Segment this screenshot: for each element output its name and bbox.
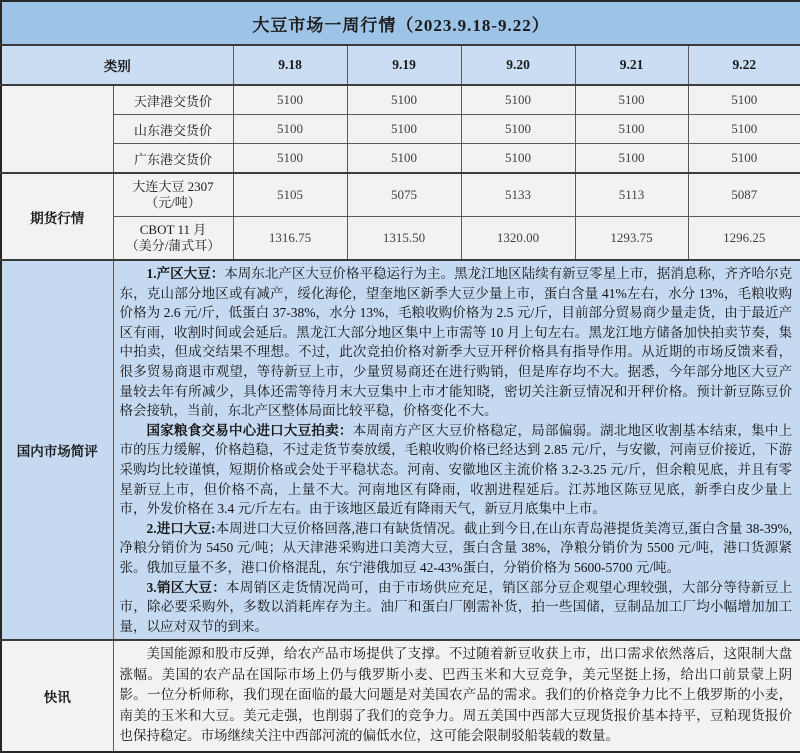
cell-value: 5100 [688,144,800,174]
header-date-2: 9.19 [347,45,461,85]
review-lead-2: 国家粮食交易中心进口大豆拍卖： [146,422,353,438]
cell-value: 5100 [233,85,347,115]
review-paragraph-4 [120,578,793,637]
cell-value: 5100 [575,85,688,115]
cell-value: 5105 [233,173,347,217]
row-label-cbot-line2: （美分/蒲式耳） [125,238,221,253]
cell-value: 1293.75 [575,217,688,261]
header-date-5: 9.22 [688,45,800,85]
review-body-2: 本周南方产区大豆价格稳定，局部偏弱。湖北地区收割基本结束，集中上市的压力缓解，价格趋稳，不过走货节奏放缓，毛粮收购价格已经达到 2.85 元/斤，与安徽，河南豆价接近，下游采购均比较谨慎，短期价格或会处于平稳状态。河南、安徽地区主流价格 3.2-3.25 元/斤，但余粮见底，并且有零星新豆上市，但价格不高，上量不大。河南地区有降雨，收割进程延后。江苏地区陈豆见底，新季白皮少量上市，外发价格在 3.4 元/斤左右。由于该地区最近有降雨天气，新豆月底集中上市。 [119,422,793,517]
cell-value: 5100 [575,144,688,174]
news-paragraph: 美国能源和股市反弹，给农产品市场提供了支撑。不过随着新豆收获上市，出口需求依然落后，这限制大盘涨幅。美国的农产品在国际市场上仍与俄罗斯小麦、巴西玉米和大豆竞争，美元坚挺上扬，给出口前景蒙上阴影。一位分析师称，我们现在面临的最大问题是对美国农产品的需求。我们的价格竞争力比不上俄罗斯的小麦，南美的玉米和大豆。美元走强，也削弱了我们的竞争力。周五美国中西部大豆现货报价基本持平，豆粕现货报价也保持稳定。市场继续关注中西部河流的偏低水位，这可能会限制驳船装载的数量。 [119,646,793,743]
row-label-cbot [113,217,233,261]
review-lead-4: 3.销区大豆： [146,579,227,595]
review-body-3: 本周进口大豆价格回落,港口有缺货情况。截止到今日,在山东青岛港提货美湾豆,蛋白含量 38-39%,净粮分销价为 5450 元/吨；从天津港采购进口美湾大豆，蛋白含量 38%，净粮分销价为 5500 元/吨，港口货源紧张。俄加豆量不多，港口价格混乱，东宁港俄加豆 42-43%蛋白，分销价格为 5600-5700 元/吨。 [119,520,793,575]
cell-value: 5100 [347,144,461,174]
futures-group-cell: 期货行情 [1,173,113,260]
cell-value: 1316.75 [233,217,347,261]
cell-value: 5100 [461,85,575,115]
table-title: 大豆市场一周行情（2023.9.18-9.22） [1,1,800,45]
cell-value: 1315.50 [347,217,461,261]
cell-value: 5087 [688,173,800,217]
review-body-1: 本周东北产区大豆价格平稳运行为主。黑龙江地区陆续有新豆零星上市，据消息称，齐齐哈尔克东，克山部分地区或有减产，绥化海伦，望奎地区新季大豆少量上市，蛋白含量 41%左右，水分 13%，毛粮收购价格为 2.6 元/斤，低蛋白 37-38%，水分 13%，毛粮收购价格为 2.5 元/斤，目前部分贸易商少量走货，由于最近产区有雨，收割时间或会延后。黑龙江大部分地区集中上市需等 10 月上旬左右。黑龙江地方储备加快拍卖节奏，集中拍卖，但成交结果不理想。不过，此次竞拍价格对新季大豆开秤价格具有指导作用。从近期的市场反馈来看，很多贸易商退市观望，等待新豆上市，少量贸易商还在进行购销，但是库存均不大。据悉，今年部分地区大豆产量较去年有所减少，具体还需等待月末大豆集中上市才能知晓，密切关注新豆情况和开秤价格。预计新豆陈豆价格会接轨，当前，东北产区整体局面比较平稳，价格变化不大。 [119,266,793,419]
row-label-dalian-line2: （元/吨） [145,195,201,210]
review-lead-1: 1.产区大豆： [146,266,225,281]
review-lead-3: 2.进口大豆: [146,520,216,536]
cell-value: 1296.25 [688,217,800,261]
cell-value: 5100 [347,85,461,115]
table-row [1,85,800,115]
row-label-tianjin: 天津港交货价 [113,85,233,115]
cell-value: 5100 [461,144,575,174]
row-label-dalian-line1: 大连大豆 2307 [132,179,214,194]
header-category: 类别 [1,45,233,85]
cell-value: 5100 [233,115,347,144]
row-label-shandong: 山东港交货价 [113,115,233,144]
table-row [1,144,800,174]
cell-value: 1320.00 [461,217,575,261]
review-paragraph-3 [120,519,793,578]
table-row [1,115,800,144]
header-date-4: 9.21 [575,45,688,85]
cell-value: 5100 [461,115,575,144]
review-paragraph-2 [120,421,793,519]
cell-value: 5075 [347,173,461,217]
cell-value: 5100 [575,115,688,144]
review-text-area [113,260,800,640]
cell-value: 5100 [233,144,347,174]
row-label-dalian [113,173,233,217]
news-text-area [113,640,800,752]
news-section [1,640,800,752]
review-body-4: 本周销区走货情况尚可，由于市场供应充足，销区部分豆企观望心理较强，大部分等待新豆上市，除必要采购外，多数以消耗库存为主。油厂和蛋白厂刚需补货，拍一些国储，豆制品加工厂均小幅增加加工量，以应对双节的到来。 [119,579,793,634]
review-section [1,260,800,640]
review-paragraph-1 [120,264,793,421]
table-row [1,217,800,261]
cell-value: 5100 [688,115,800,144]
header-date-3: 9.20 [461,45,575,85]
header-date-1: 9.18 [233,45,347,85]
row-label-cbot-line1: CBOT 11 月 [139,222,207,237]
cell-value: 5133 [461,173,575,217]
table-row [1,173,800,217]
spot-group-cell [1,85,113,173]
review-group-label: 国内市场简评 [1,260,113,640]
cell-value: 5100 [347,115,461,144]
row-label-guangdong: 广东港交货价 [113,144,233,174]
cell-value: 5100 [688,85,800,115]
cell-value: 5113 [575,173,688,217]
news-group-label: 快讯 [1,640,113,752]
